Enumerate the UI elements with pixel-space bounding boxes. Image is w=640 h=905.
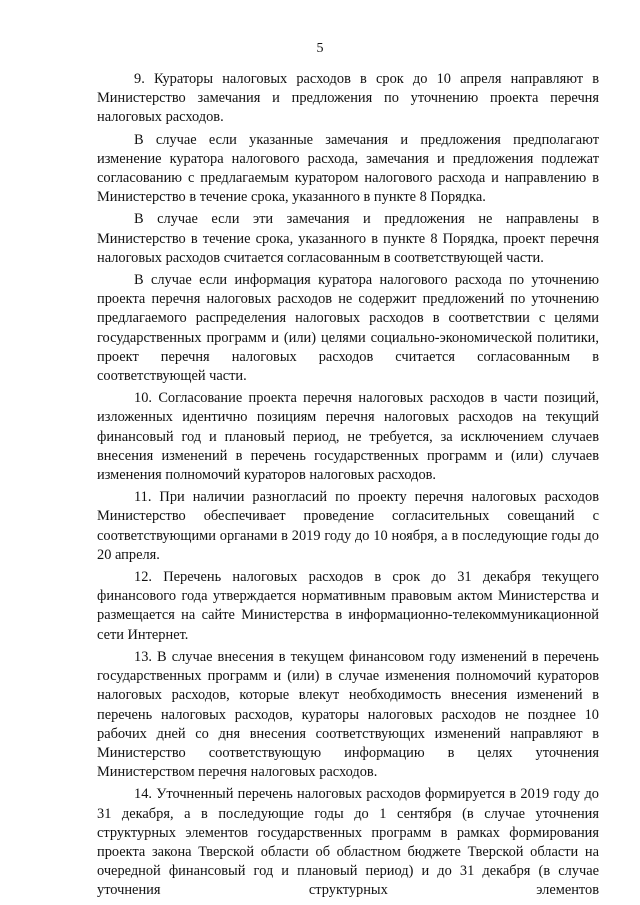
paragraph-9-not-sent: В случае если эти замечания и предложения не направлены в Министерство в течение срока, указанного в пункте 8 Порядка, проект перечня налоговых расходов считается согласованным в соответствующей части. (97, 211, 599, 266)
paragraph-9-no-proposals: В случае если информация куратора налогового расхода по уточнению проекта перечня налоговых расходов не содержит предложений по уточнению предлагаемого распределения налоговых расходов в соответствии с целями государственных программ и (или) целями социально-экономической политики, проект перечня налоговых расходов считается согласованным в соответствующей части. (97, 272, 599, 385)
paragraph-13: 13. В случае внесения в текущем финансовом году изменений в перечень государственных программ и (или) в случае изменения полномочий кураторов налоговых расходов, которые влекут необходимость внесения изменений в перечень налоговых расходов, кураторы налоговых расходов не позднее 10 рабочих дней со дня внесения соответствующих изменений направляют в Министерство соответствующую информацию в целях уточнения Министерством перечня налоговых расходов. (97, 648, 599, 781)
paragraph-11: 11. При наличии разногласий по проекту перечня налоговых расходов Министерство обеспечивает проведение согласительных совещаний с соответствующими органами в 2019 году до 10 ноября, а в последующие годы до 20 апреля. (97, 489, 599, 563)
paragraph-12: 12. Перечень налоговых расходов в срок до 31 декабря текущего финансового года утверждается нормативным правовым актом Министерства и размещается на сайте Министерства в информационно-телекоммуникационной сети Интернет. (97, 569, 599, 643)
paragraph-9: 9. Кураторы налоговых расходов в срок до 10 апреля направляют в Министерство замечания и предложения по уточнению проекта перечня налоговых расходов. (97, 71, 599, 126)
paragraph-10: 10. Согласование проекта перечня налоговых расходов в части позиций, изложенных идентично позициям перечня налоговых расходов на текущий финансовый год и плановый период, не требуется, за исключением случаев внесения изменений в перечень государственных программ и (или) случаев изменения полномочий кураторов налоговых расходов. (97, 390, 599, 484)
paragraph-14: 14. Уточненный перечень налоговых расходов формируется в 2019 году до 31 декабря, а в последующие годы до 1 сентября (в случае уточнения структурных элементов государственных программ в рамках формирования проекта закона Тверской области об областном бюджете Тверской области на очередной финансовый год и плановый период) и до 31 декабря (в случае уточнения структурных элементов (97, 786, 599, 899)
document-body (97, 70, 599, 904)
page-number: 5 (316, 41, 324, 56)
paragraph-9-curator-change: В случае если указанные замечания и предложения предполагают изменение куратора налогового расхода, замечания и предложения подлежат согласованию с предлагаемым куратором налогового расхода и направлению в Министерство в течение срока, указанного в пункте 8 Порядка. (97, 131, 599, 206)
